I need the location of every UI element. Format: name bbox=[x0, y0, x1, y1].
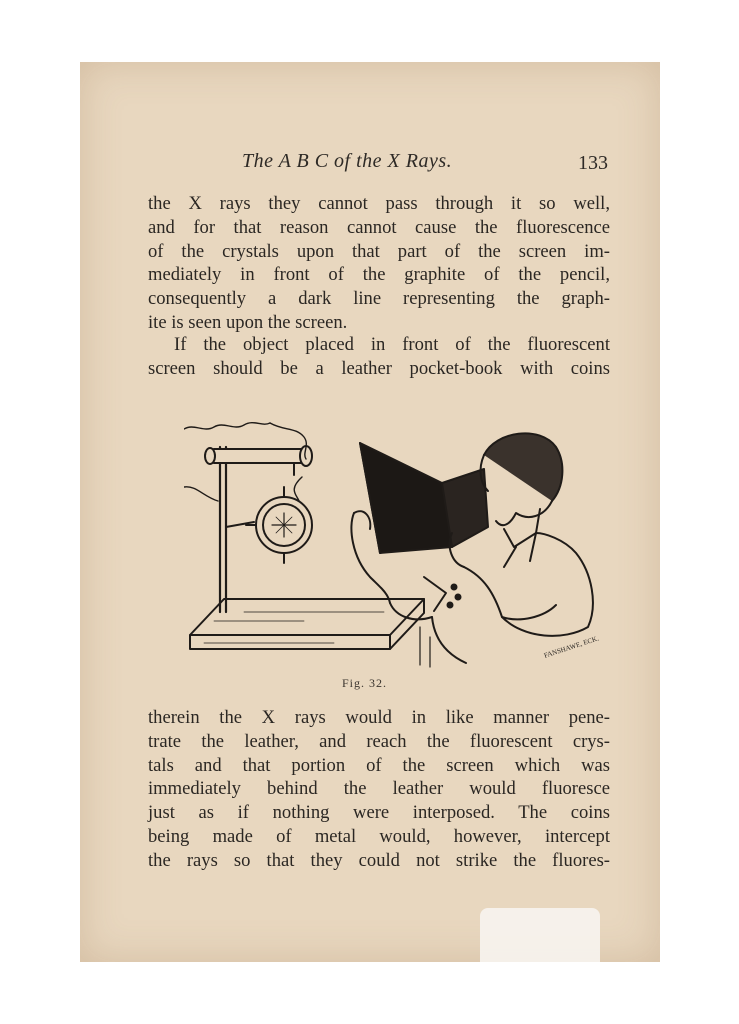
book-page bbox=[80, 62, 660, 962]
text-line: the X rays they cannot pass through it so well, bbox=[148, 193, 610, 214]
text-line: mediately in front of the graphite of the pencil, bbox=[148, 264, 610, 286]
engraver-signature: FANSHAWE, ECK. bbox=[543, 634, 600, 660]
text-line: If the object placed in front of the fluorescent bbox=[174, 334, 610, 355]
text-line: immediately behind the leather would fluoresce bbox=[148, 778, 610, 800]
figure-caption: Fig. 32. bbox=[342, 676, 388, 690]
crookes-tube bbox=[246, 487, 312, 563]
text-line: ite is seen upon the screen. bbox=[148, 311, 348, 333]
text-line: tals and that portion of the screen which was bbox=[148, 754, 610, 776]
text-line: of the crystals upon that part of the screen im- bbox=[148, 240, 610, 262]
text-line: just as if nothing were interposed. The coins bbox=[148, 802, 610, 824]
page-blemish bbox=[480, 908, 600, 962]
paragraph-2 bbox=[148, 333, 610, 381]
text-line: screen should be a leather pocket-book with coins bbox=[148, 357, 610, 379]
text-line: the rays so that they could not strike the fluores- bbox=[148, 849, 610, 871]
figure-illustration bbox=[184, 417, 614, 669]
text-line: consequently a dark line representing the graph- bbox=[148, 288, 610, 310]
text-line: therein the X rays would in like manner pene- bbox=[148, 707, 610, 728]
text-line: and for that reason cannot cause the fluorescence bbox=[148, 216, 610, 238]
running-title: The A B C of the X Rays. bbox=[242, 150, 453, 172]
page-number: 133 bbox=[578, 152, 608, 174]
paragraph-3 bbox=[148, 706, 610, 873]
text-line: trate the leather, and reach the fluorescent crys- bbox=[148, 730, 610, 752]
text-line: being made of metal would, however, intercept bbox=[148, 825, 610, 847]
fluoroscope bbox=[360, 443, 488, 553]
paragraph-1 bbox=[148, 192, 610, 335]
